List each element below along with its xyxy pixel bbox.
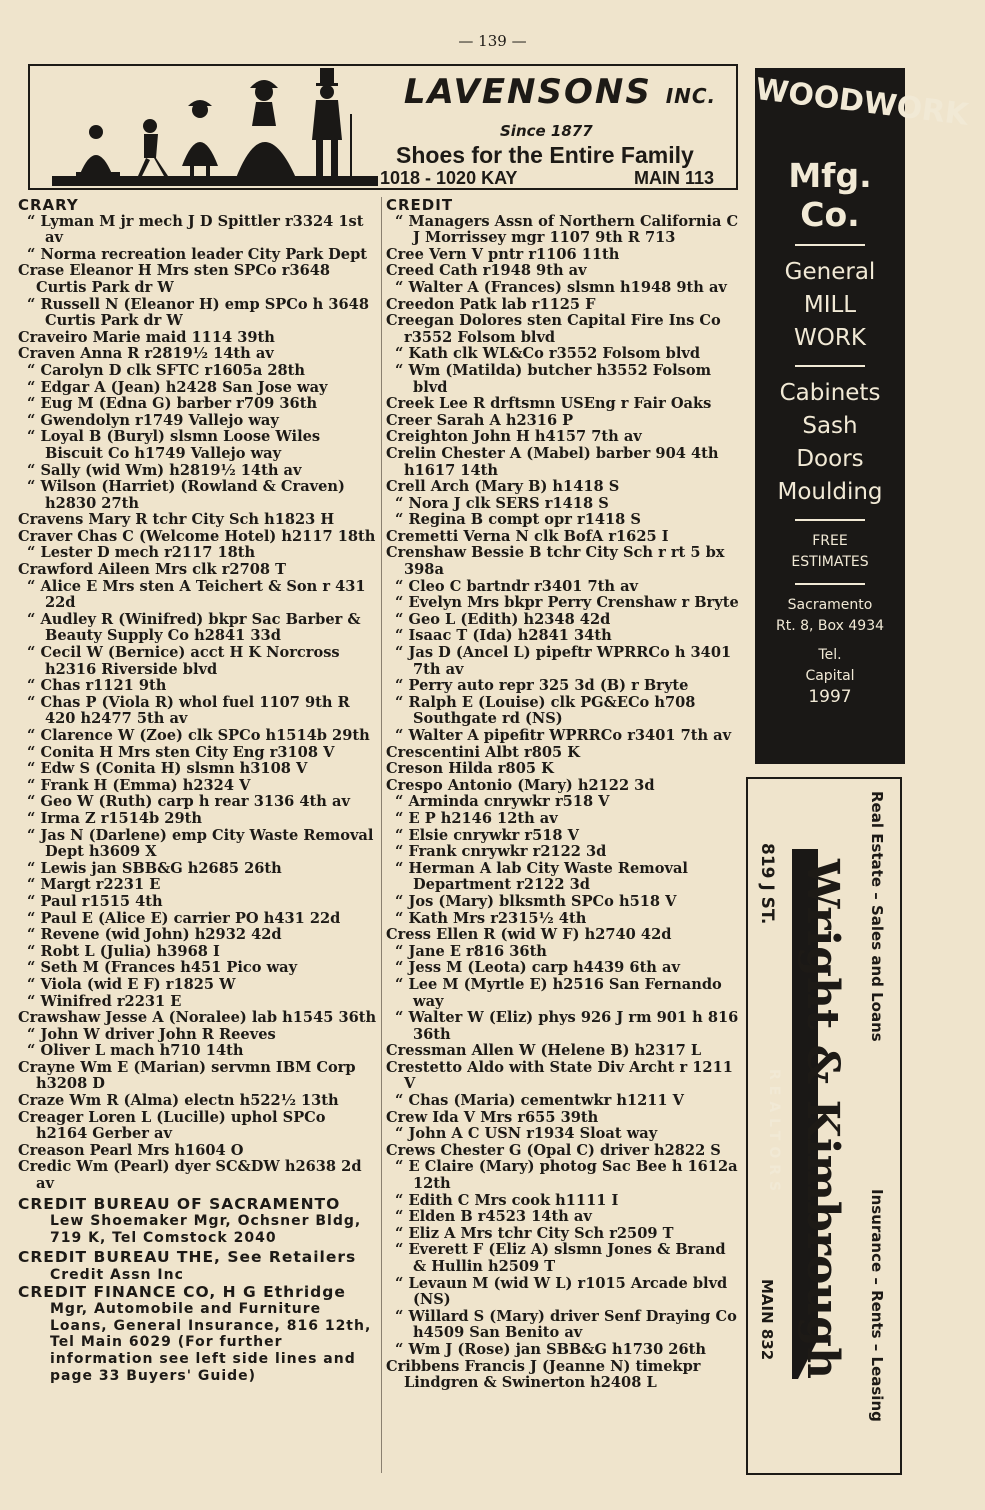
listing-entry: “ Jos (Mary) blksmth SPCo h518 V	[386, 894, 742, 911]
listing-entry: “ Geo W (Ruth) carp h rear 3136 4th av	[18, 794, 378, 811]
listing-entry: Crespo Antonio (Mary) h2122 3d	[386, 776, 655, 794]
business-name: CREDIT BUREAU THE, See Retailers	[18, 1248, 357, 1267]
listing-entry: Crescentini Albt r805 K	[386, 743, 580, 761]
listing-entry: Cravens Mary R tchr City Sch h1823 H	[18, 511, 335, 529]
listing-entry: “ Winifred r2231 E	[18, 994, 378, 1011]
listing-entry: Crawford Aileen Mrs clk r2708 T	[18, 561, 286, 579]
column-divider	[381, 197, 382, 1473]
listing-entry: Creegan Dolores sten Capital Fire Ins Co r3552 Folsom blvd	[386, 312, 721, 346]
wright-address: 819 J ST.	[757, 843, 777, 925]
listing-entry: Creed Cath r1948 9th av	[386, 262, 587, 280]
business-details: Mgr, Automobile and Furniture Loans, General Insurance, 816 12th, Tel Main 6029 (For further information see left side lines and page 33 Buyers' Guide)	[50, 1301, 372, 1384]
listing-entry: “ Wm J (Rose) jan SBB&G h1730 26th	[386, 1342, 742, 1359]
woodwork-exchange: Capital	[805, 668, 855, 684]
wright-services-top: Real Estate – Sales and Loans	[868, 791, 886, 1042]
listing-entry: “ Walter W (Eliz) phys 926 J rm 901 h 816 36th	[386, 1010, 742, 1043]
listing-entry: “ Elsie cnrywkr r518 V	[386, 828, 742, 845]
listing-entry: Crayne Wm E (Marian) servmn IBM Corp h3208 D	[18, 1058, 356, 1093]
listing-entry: “ Loyal B (Buryl) slsmn Loose Wiles Biscuit Co h1749 Vallejo way	[18, 429, 378, 462]
listing-entry: “ Paul E (Alice E) carrier PO h431 22d	[18, 911, 378, 928]
lavensons-ad	[28, 64, 738, 190]
listing-entry: Credic Wm (Pearl) dyer SC&DW h2638 2d av	[18, 1158, 362, 1193]
listing-entry: “ Chas (Maria) cementwkr h1211 V	[386, 1093, 742, 1110]
slogan-text: Shoes for the Entire Family	[396, 142, 694, 168]
woodwork-city: Sacramento	[787, 597, 873, 613]
woodwork-title: WOODWORK	[753, 71, 971, 133]
woodwork-tel: Tel.	[818, 647, 842, 663]
listing-entry: “ Edith C Mrs cook h1111 I	[386, 1193, 742, 1210]
listing-entry: “ Russell N (Eleanor H) emp SPCo h 3648 Curtis Park dr W	[18, 297, 378, 330]
divider	[795, 519, 865, 521]
listing-entry: “ Cecil W (Bernice) acct H K Norcross h2316 Riverside blvd	[18, 645, 378, 678]
directory-column-right	[386, 197, 742, 1392]
listing-entry: “ Eug M (Edna G) barber r709 36th	[18, 396, 378, 413]
business-listing	[18, 1249, 378, 1283]
lavensons-brand: LAVENSONS INC.	[403, 72, 717, 112]
listing-entry: Cribbens Francis J (Jeanne N) timekpr Lindgren & Swinerton h2408 L	[386, 1357, 701, 1392]
listing-entry: “ Clarence W (Zoe) clk SPCo h1514b 29th	[18, 728, 378, 745]
woodwork-line2: MILL	[803, 292, 857, 318]
listing-entry: “ Carolyn D clk SFTC r1605a 28th	[18, 363, 378, 380]
listing-entry: “ Norma recreation leader City Park Dept	[18, 247, 378, 264]
listing-entry: “ Lewis jan SBB&G h2685 26th	[18, 861, 378, 878]
listing-entry: “ Frank cnrywkr r2122 3d	[386, 844, 742, 861]
listing-entry: “ Isaac T (Ida) h2841 34th	[386, 628, 742, 645]
listing-entry: “ Jane E r816 36th	[386, 944, 742, 961]
listing-entry: “ E Claire (Mary) photog Sac Bee h 1612a 12th	[386, 1159, 742, 1192]
listing-entry: Crawshaw Jesse A (Noralee) lab h1545 36th	[18, 1009, 377, 1027]
listing-entry: “ John W driver John R Reeves	[18, 1027, 378, 1044]
listing-entry: “ Regina B compt opr r1418 S	[386, 512, 742, 529]
listing-entry: Craver Chas C (Welcome Hotel) h2117 18th	[18, 527, 376, 545]
listing-entry: “ Chas P (Viola R) whol fuel 1107 9th R 420 h2477 5th av	[18, 695, 378, 728]
listing-entry: “ Lester D mech r2117 18th	[18, 545, 378, 562]
silhouette-figures-illustration	[50, 66, 380, 188]
section-heading: CRARY	[18, 196, 79, 214]
listing-entry: “ Alice E Mrs sten A Teichert & Son r 431 22d	[18, 579, 378, 612]
listing-entry: Crestetto Aldo with State Div Archt r 1211 V	[386, 1058, 733, 1093]
section-heading: CREDIT	[386, 196, 454, 214]
wright-realtors: REALTORS	[766, 1069, 782, 1198]
listing-entry: Creson Hilda r805 K	[386, 760, 554, 778]
wright-phone: MAIN 832	[758, 1279, 776, 1361]
listing-entry: “ Geo L (Edith) h2348 42d	[386, 612, 742, 629]
listing-entry: “ Oliver L mach h710 14th	[18, 1043, 378, 1060]
listing-entry: Creek Lee R drftsmn USEng r Fair Oaks	[386, 395, 712, 413]
listing-entry: Cress Ellen R (wid W F) h2740 42d	[386, 926, 672, 944]
listing-entry: “ Evelyn Mrs bkpr Perry Crenshaw r Bryte	[386, 595, 742, 612]
estimates-text: ESTIMATES	[791, 554, 869, 570]
business-name: CREDIT FINANCE CO, H G Ethridge	[18, 1282, 346, 1301]
woodwork-line1: General	[784, 259, 876, 285]
listing-entry: Cremetti Verna N clk BofA r1625 I	[386, 527, 669, 545]
listing-entry: “ Viola (wid E F) r1825 W	[18, 977, 378, 994]
listing-entry: Creason Pearl Mrs h1604 O	[18, 1141, 244, 1159]
listing-entry: Creer Sarah A h2316 P	[386, 411, 574, 429]
listing-entry: Crew Ida V Mrs r655 39th	[386, 1108, 599, 1126]
woodwork-line4: Cabinets	[779, 380, 881, 406]
listing-entry: “ Kath Mrs r2315½ 4th	[386, 911, 742, 928]
listing-entry: “ Jas N (Darlene) emp City Waste Removal Dept h3609 X	[18, 828, 378, 861]
business-listing	[18, 1196, 378, 1247]
listing-entry: “ Walter A pipefitr WPRRCo r3401 7th av	[386, 728, 742, 745]
since-text: Since 1877	[500, 122, 593, 140]
divider	[795, 244, 865, 246]
woodwork-line6: Doors	[796, 446, 864, 472]
listing-entry: “ Lee M (Myrtle E) h2516 San Fernando way	[386, 977, 742, 1010]
listing-entry: “ Cleo C bartndr r3401 7th av	[386, 579, 742, 596]
listing-entry: “ Jas D (Ancel L) pipeftr WPRRCo h 3401 7th av	[386, 645, 742, 678]
woodwork-route: Rt. 8, Box 4934	[775, 618, 885, 634]
listing-entry: “ Audley R (Winifred) bkpr Sac Barber & Beauty Supply Co h2841 33d	[18, 612, 378, 645]
listing-entry: “ Arminda cnrywkr r518 V	[386, 794, 742, 811]
listing-entry: “ Conita H Mrs sten City Eng r3108 V	[18, 745, 378, 762]
listing-entry: Craven Anna R r2819½ 14th av	[18, 345, 274, 363]
wright-services-bottom: Insurance – Rents – Leasing	[868, 1189, 886, 1422]
business-details: Lew Shoemaker Mgr, Ochsner Bldg, 719 K, Tel Comstock 2040	[50, 1213, 362, 1246]
listing-entry: “ Walter A (Frances) slsmn h1948 9th av	[386, 280, 742, 297]
listing-entry: Crase Eleanor H Mrs sten SPCo r3648 Curtis Park dr W	[18, 262, 331, 296]
divider	[795, 583, 865, 585]
woodwork-line3: WORK	[794, 325, 866, 351]
listing-entry: “ Revene (wid John) h2932 42d	[18, 927, 378, 944]
woodwork-number: 1997	[808, 687, 852, 707]
listing-entry: “ Elden B r4523 14th av	[386, 1209, 742, 1226]
listing-entry: Crenshaw Bessie B tchr City Sch r rt 5 bx 398a	[386, 544, 725, 579]
business-name: CREDIT BUREAU OF SACRAMENTO	[18, 1194, 341, 1213]
listing-entry: Cressman Allen W (Helene B) h2317 L	[386, 1042, 702, 1060]
listing-entry: “ Eliz A Mrs tchr City Sch r2509 T	[386, 1226, 742, 1243]
listing-entry: Crews Chester G (Opal C) driver h2822 S	[386, 1141, 721, 1159]
business-details: Credit Assn Inc	[50, 1267, 184, 1283]
listing-entry: “ Frank H (Emma) h2324 V	[18, 778, 378, 795]
listing-entry: “ Ralph E (Louise) clk PG&ECo h708 Southgate rd (NS)	[386, 695, 742, 728]
listing-entry: Cree Vern V pntr r1106 11th	[386, 245, 620, 263]
directory-column-left	[18, 197, 378, 1384]
listing-entry: “ Wm (Matilda) butcher h3552 Folsom blvd	[386, 363, 742, 396]
lavensons-phone: MAIN 113	[634, 168, 715, 188]
listing-entry: “ Robt L (Julia) h3968 I	[18, 944, 378, 961]
listing-entry: “ John A C USN r1934 Sloat way	[386, 1126, 742, 1143]
listing-entry: “ Kath clk WL&Co r3552 Folsom blvd	[386, 346, 742, 363]
listing-entry: “ Levaun M (wid W L) r1015 Arcade blvd (NS)	[386, 1276, 742, 1309]
listing-entry: “ Paul r1515 4th	[18, 894, 378, 911]
business-listing	[18, 1284, 378, 1385]
listing-entry: “ Perry auto repr 325 3d (B) r Bryte	[386, 678, 742, 695]
listing-entry: “ Willard S (Mary) driver Senf Draying Co h4509 San Benito av	[386, 1309, 742, 1342]
listing-entry: “ Gwendolyn r1749 Vallejo way	[18, 413, 378, 430]
wright-kimbrough-graphic	[748, 779, 900, 1473]
woodwork-mfg: Mfg. Co.	[788, 156, 872, 234]
listing-entry: “ Lyman M jr mech J D Spittler r3324 1st av	[18, 214, 378, 247]
wright-kimbrough-ad	[746, 777, 902, 1475]
woodwork-line5: Sash	[802, 413, 858, 439]
listing-entry: “ Chas r1121 9th	[18, 678, 378, 695]
listing-entry: “ Managers Assn of Northern California C J Morrissey mgr 1107 9th R 713	[386, 214, 742, 247]
listing-entry: “ Everett F (Eliz A) slsmn Jones & Brand & Hullin h2509 T	[386, 1242, 742, 1275]
lavensons-address: 1018 - 1020 KAY	[380, 168, 518, 188]
woodwork-line7: Moulding	[777, 479, 883, 505]
listing-entry: “ Jess M (Leota) carp h4439 6th av	[386, 960, 742, 977]
listing-entry: Creager Loren L (Lucille) uphol SPCo h2164 Gerber av	[18, 1108, 326, 1143]
listing-entry: Craze Wm R (Alma) electn h522½ 13th	[18, 1092, 339, 1110]
listing-entry: Craveiro Marie maid 1114 39th	[18, 328, 275, 346]
listing-entry: Crelin Chester A (Mabel) barber 904 4th h1617 14th	[386, 444, 719, 479]
listing-entry: Creedon Patk lab r1125 F	[386, 295, 596, 313]
page-number: — 139 —	[458, 32, 527, 50]
divider	[795, 365, 865, 367]
listing-entry: “ Edgar A (Jean) h2428 San Jose way	[18, 380, 378, 397]
listing-entry: “ Irma Z r1514b 29th	[18, 811, 378, 828]
listing-entry: “ Wilson (Harriet) (Rowland & Craven) h2830 27th	[18, 479, 378, 512]
listing-entry: “ Edw S (Conita H) slsmn h3108 V	[18, 761, 378, 778]
free-text: FREE	[812, 533, 848, 549]
listing-entry: “ Seth M (Frances h451 Pico way	[18, 960, 378, 977]
listing-entry: Crell Arch (Mary B) h1418 S	[386, 478, 620, 496]
listing-entry: “ Margt r2231 E	[18, 877, 378, 894]
listing-entry: “ Herman A lab City Waste Removal Department r2122 3d	[386, 861, 742, 894]
listing-entry: Creighton John H h4157 7th av	[386, 428, 642, 446]
woodwork-ad	[753, 68, 971, 764]
listing-entry: “ Nora J clk SERS r1418 S	[386, 496, 742, 513]
listing-entry: “ Sally (wid Wm) h2819½ 14th av	[18, 463, 378, 480]
listing-entry: “ E P h2146 12th av	[386, 811, 742, 828]
wright-name: Wright & Kimbrough	[797, 859, 848, 1380]
